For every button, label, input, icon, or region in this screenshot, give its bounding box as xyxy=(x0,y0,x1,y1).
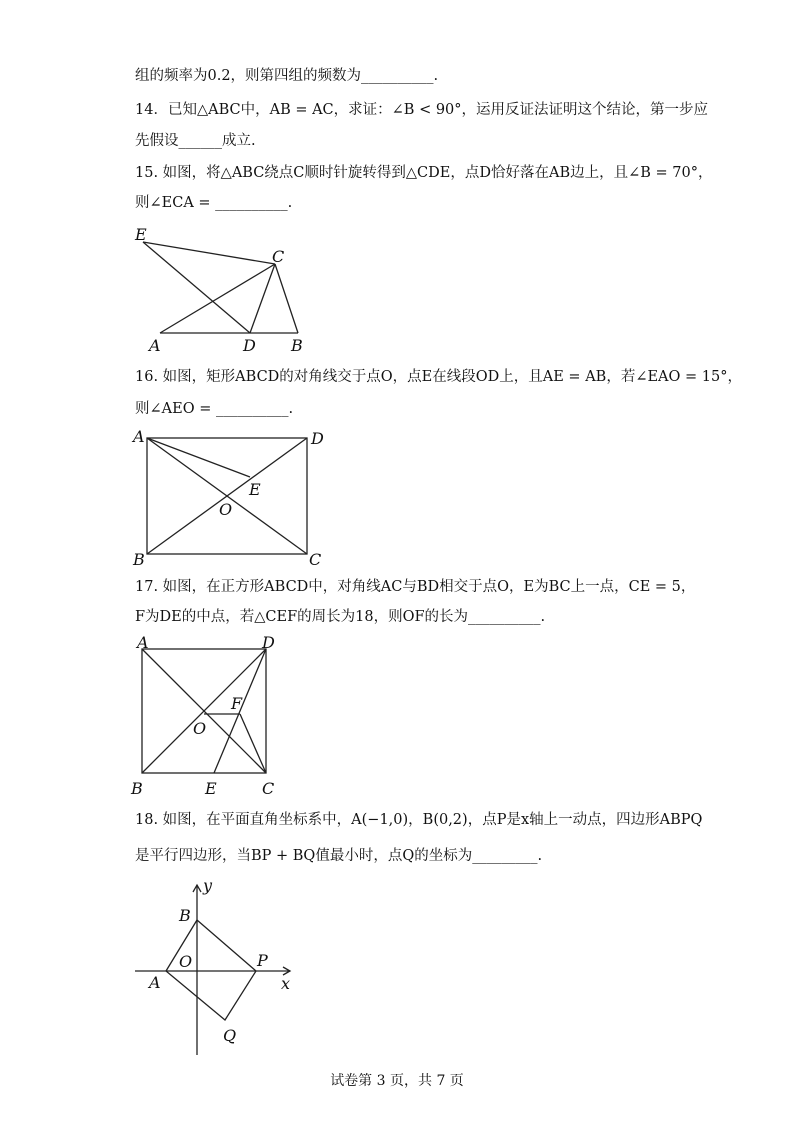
q15-figure xyxy=(125,220,325,355)
q18-label-B: B xyxy=(179,906,191,925)
q16-seg-AE xyxy=(147,438,250,477)
q14-line-2: 先假设______成立. xyxy=(135,133,256,149)
q18-label-y: y xyxy=(203,876,213,895)
q15-seg-BC xyxy=(275,264,298,333)
page-footer: 试卷第 3 页，共 7 页 xyxy=(330,1073,464,1089)
q17-label-B: B xyxy=(131,779,143,798)
q15-seg-ED xyxy=(143,242,250,333)
q15-label-A: A xyxy=(149,336,161,355)
q16-label-C: C xyxy=(309,550,322,569)
q17-label-E: E xyxy=(205,779,217,798)
q17-label-F: F xyxy=(231,694,243,713)
q15-seg-AC xyxy=(160,264,275,333)
q16-label-E: E xyxy=(249,480,261,499)
q15-label-D: D xyxy=(243,336,256,355)
q17-line-1: 17. 如图，在正方形ABCD中，对角线AC与BD相交于点O，E为BC上一点，CE = 5， xyxy=(135,579,696,595)
q18-label-A: A xyxy=(149,973,161,992)
q13-line: 组的频率为0.2，则第四组的频数为__________. xyxy=(135,68,439,84)
q16-label-D: D xyxy=(311,429,324,448)
q18-label-O: O xyxy=(179,952,193,971)
q15-label-E: E xyxy=(135,225,147,244)
q15-label-C: C xyxy=(272,247,285,266)
q15-label-B: B xyxy=(291,336,303,355)
q18-line-2: 是平行四边形，当BP + BQ值最小时，点Q的坐标为_________. xyxy=(135,848,543,864)
q18-line-1: 18. 如图，在平面直角坐标系中，A(−1,0)，B(0,2)，点P是x轴上一动点，四边形ABPQ xyxy=(135,812,703,828)
q18-label-Q: Q xyxy=(223,1026,237,1045)
q15-line-1: 15. 如图，将△ABC绕点C顺时针旋转得到△CDE，点D恰好落在AB边上，且∠B = 70°， xyxy=(135,165,713,181)
q18-label-P: P xyxy=(257,951,268,970)
q16-line-1: 16. 如图，矩形ABCD的对角线交于点O，点E在线段OD上，且AE = AB，若∠EAO = 15°， xyxy=(135,369,742,385)
q17-line-2: F为DE的中点，若△CEF的周长为18，则OF的长为__________. xyxy=(135,609,546,625)
q15-seg-EC xyxy=(143,242,275,264)
q17-seg-FC xyxy=(240,714,266,773)
q15-seg-DC xyxy=(250,264,275,333)
q16-label-A: A xyxy=(133,427,145,446)
q17-figure xyxy=(125,632,295,800)
q14-line-1: 14．已知△ABC中，AB = AC，求证：∠B < 90°，运用反证法证明这个结论，第一步应 xyxy=(135,102,709,118)
q17-label-O: O xyxy=(193,719,207,738)
q17-label-A: A xyxy=(137,633,149,652)
q15-line-2: 则∠ECA = __________. xyxy=(135,195,293,211)
q17-label-D: D xyxy=(262,633,275,652)
q16-label-B: B xyxy=(133,550,145,569)
q16-label-O: O xyxy=(219,500,233,519)
q16-figure xyxy=(125,425,345,570)
q18-figure xyxy=(125,875,305,1060)
q18-label-x: x xyxy=(281,974,291,993)
q16-line-2: 则∠AEO = __________. xyxy=(135,401,294,417)
q17-label-C: C xyxy=(262,779,275,798)
